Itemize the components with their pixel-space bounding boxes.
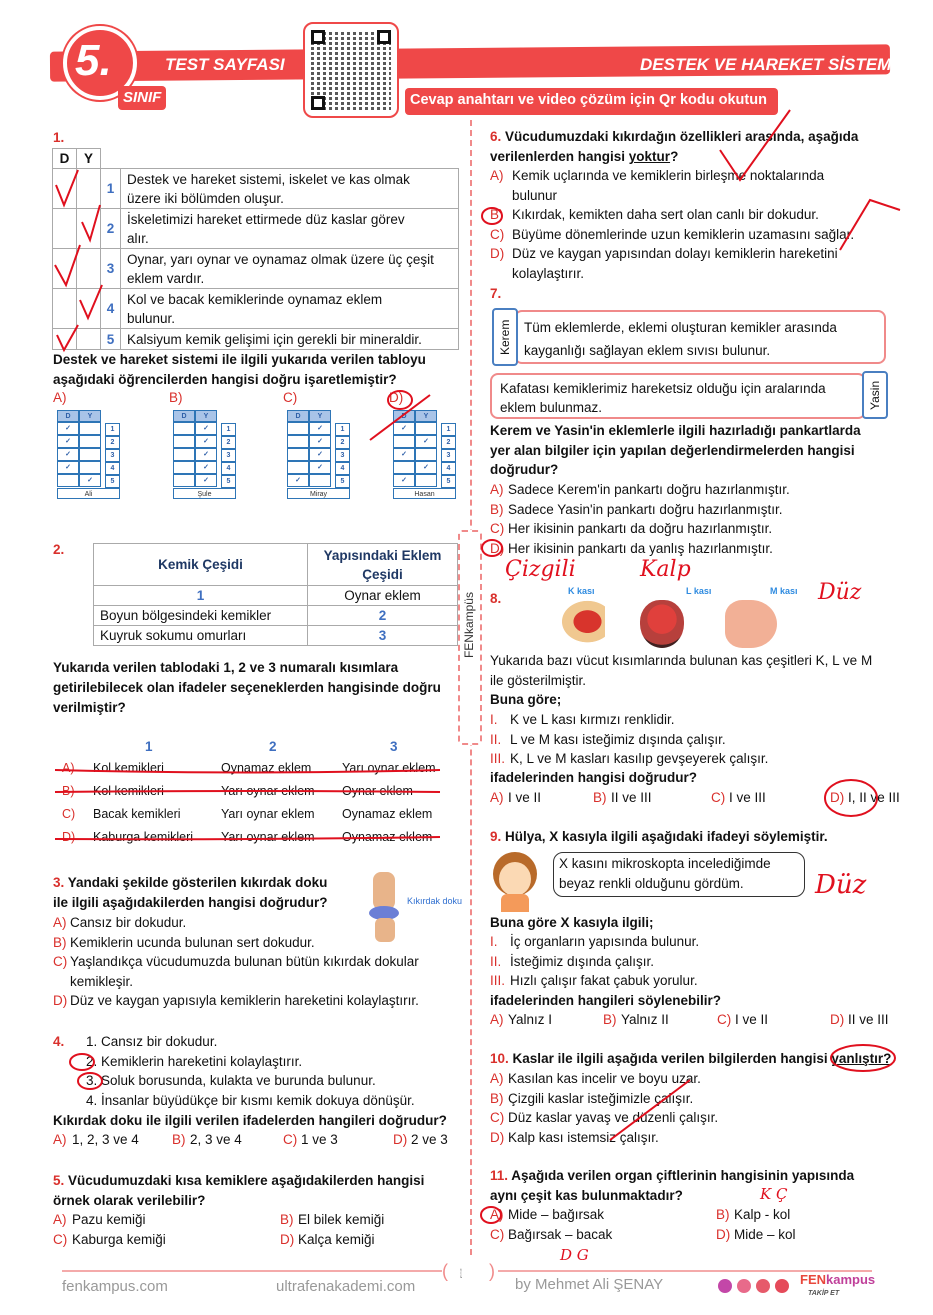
option-cell: Oynamaz eklem — [221, 761, 312, 775]
option-label[interactable]: III. — [490, 751, 506, 766]
grade-number: 5. — [75, 36, 112, 85]
row-number: 3 — [105, 449, 120, 462]
side-label: FENkampüs — [462, 592, 476, 659]
option-text: Düz ve kaygan yapısından dolayı kemiklerin hareketini — [512, 246, 838, 261]
option-label[interactable]: B) — [172, 1132, 186, 1147]
row-number: 2 — [441, 436, 456, 449]
option-text: Her ikisinin pankartı da doğru hazırlanmıştır. — [508, 521, 773, 536]
q6-question: 6. Vücudumuzdaki kıkırdağın özellikleri arasında, aşağıda — [490, 129, 859, 144]
option-text: I ve II — [508, 790, 542, 805]
table-row: 5 Kalsiyum kemik gelişimi için gerekli bir mineraldir. — [53, 329, 459, 350]
statement: 4. İnsanlar büyüdükçe bir kısmı kemik dokuya dönüşür. — [86, 1093, 415, 1108]
handwritten-note: Çizgili — [505, 557, 576, 582]
option-label[interactable]: B) — [53, 934, 67, 950]
option-text: Kalça kemiği — [298, 1232, 375, 1247]
option-text: kemikleşir. — [70, 973, 134, 989]
option-label[interactable]: D) — [280, 1232, 295, 1247]
option-label[interactable]: A) — [490, 482, 504, 497]
option-label[interactable]: I. — [490, 712, 498, 727]
footer-link-ultrafenakademi[interactable]: ultrafenakademi.com — [276, 1278, 416, 1295]
option-label[interactable]: D) — [716, 1227, 731, 1242]
cell-y: ✓ — [195, 461, 217, 474]
col-d: D — [173, 410, 195, 422]
instagram-icon[interactable] — [718, 1279, 732, 1293]
option-label[interactable]: B) — [716, 1207, 730, 1222]
option-cell: Yarı oynar eklem — [221, 784, 315, 798]
option-label[interactable]: D) — [490, 246, 505, 261]
q1-question: Destek ve hareket sistemi ile ilgili yukarıda verilen tabloyu — [53, 352, 426, 367]
option-label[interactable]: B) — [280, 1212, 294, 1227]
row-number: 5 — [441, 475, 456, 488]
option-text: Yalnız I — [508, 1012, 553, 1027]
option-label[interactable]: B) — [593, 790, 607, 805]
footer-link-fenkampus[interactable]: fenkampus.com — [62, 1278, 168, 1295]
option-text: Cansız bir dokudur. — [70, 915, 187, 930]
q8-number: 8. — [490, 591, 502, 606]
option-label[interactable]: A) — [53, 1212, 67, 1227]
statement: 2. Kemiklerin hareketini kolaylaştırır. — [86, 1054, 303, 1069]
option-label[interactable]: C) — [490, 521, 505, 536]
row-number: 4 — [335, 462, 350, 475]
option-text: 2, 3 ve 4 — [190, 1132, 242, 1147]
handwritten-note: D G — [560, 1246, 589, 1264]
option-text: 1, 2, 3 ve 4 — [72, 1132, 139, 1147]
q9-question: 9. Hülya, X kasıyla ilgili aşağıdaki ifadeyi söylemiştir. — [490, 829, 828, 844]
option-cell: Oynar eklem — [342, 784, 413, 798]
cell-y: ✓ — [195, 435, 217, 448]
option-label[interactable]: III. — [490, 973, 506, 988]
option-cell: Oynamaz eklem — [342, 807, 433, 821]
option-label[interactable]: C) — [490, 226, 505, 242]
option-text: Mide – kol — [734, 1227, 796, 1242]
cell-d: ✓ — [57, 422, 79, 435]
facebook-icon[interactable] — [756, 1279, 770, 1293]
option-label[interactable]: A) — [490, 1071, 504, 1086]
option-d[interactable]: D) — [62, 830, 76, 844]
q7-number: 7. — [490, 286, 502, 301]
option-c-label[interactable]: C) — [283, 390, 298, 405]
option-text: kolaylaştırır. — [512, 265, 585, 281]
yasin-label: Yasin — [862, 371, 888, 419]
statement: 1. Cansız bir dokudur. — [86, 1034, 218, 1049]
student-name: Miray — [287, 488, 350, 499]
handwritten-note: K Ç — [760, 1185, 788, 1203]
option-label[interactable]: B) — [490, 1090, 504, 1106]
option-label[interactable]: C) — [283, 1132, 298, 1147]
cell-y: ✓ — [309, 422, 331, 435]
option-text: bulunur — [512, 187, 558, 203]
q2-table: Kemik Çeşidi Yapısındaki Eklem Çeşidi 1 Oynar eklem Boyun bölgesindeki kemikler 2 Kuyruk sokumu omurları 3 — [93, 543, 458, 646]
handwritten-note: Düz — [818, 580, 862, 605]
cell-y: ✓ — [415, 435, 437, 448]
row-number: 4 — [441, 462, 456, 475]
table-row: 3 Oynar, yarı oynar ve oynamaz olmak üzere üç çeşit eklem vardır. — [53, 249, 459, 289]
q8-text: Yukarıda bazı vücut kısımlarında bulunan kas çeşitleri K, L ve M — [490, 653, 873, 668]
option-text: Düz ve kaygan yapısıyla kemiklerin hareketini kolaylaştırır. — [70, 993, 419, 1008]
option-label[interactable]: A) — [53, 1132, 67, 1147]
option-d-label[interactable]: D) — [389, 390, 404, 405]
col-d: D — [287, 410, 309, 422]
option-b-label[interactable]: B) — [169, 390, 183, 405]
option-label[interactable]: A) — [490, 1012, 504, 1027]
muscle-label-l: L kası — [686, 586, 712, 596]
option-text: Kalp kası istemsiz çalışır. — [508, 1129, 659, 1145]
option-label[interactable]: D) — [830, 790, 845, 805]
topic-title: DESTEK VE HAREKET SİSTEMİ — [640, 55, 896, 74]
table-row: 2 İskeletimizi hareket ettirmede düz kaslar görev alır. — [53, 209, 459, 249]
option-label[interactable]: C) — [490, 1227, 505, 1242]
table-row: 4 Kol ve bacak kemiklerinde oynamaz eklem bulunur. — [53, 289, 459, 329]
col-d: D — [57, 410, 79, 422]
muscle-label-m: M kası — [770, 586, 798, 596]
row-number: 2 — [105, 436, 120, 449]
col-header: 1 — [145, 739, 153, 754]
option-label[interactable]: C) — [53, 954, 68, 969]
option-label[interactable]: D) — [490, 1129, 505, 1145]
option-text: Kasılan kas incelir ve boyu uzar. — [508, 1071, 701, 1086]
col-d: D — [393, 410, 415, 422]
option-label[interactable]: D) — [393, 1132, 408, 1147]
kerem-label: Kerem — [492, 308, 518, 366]
row-number: 3 — [441, 449, 456, 462]
cell-y: ✓ — [195, 474, 217, 487]
option-cell: Yarı oynar eklem — [342, 761, 436, 775]
option-cell: Bacak kemikleri — [93, 807, 181, 821]
option-label[interactable]: A) — [490, 168, 504, 183]
option-label[interactable]: C) — [711, 790, 726, 805]
option-a-label[interactable]: A) — [53, 390, 67, 405]
table-row: Kuyruk sokumu omurları 3 — [94, 626, 458, 646]
speech-bubble: X kasını mikroskopta incelediğimde beyaz renkli olduğunu gördüm. — [553, 852, 805, 897]
row-number: 4 — [105, 462, 120, 475]
option-label[interactable]: D) — [830, 1012, 845, 1027]
brand-logo: FENkampus — [800, 1272, 876, 1287]
option-label[interactable]: C) — [717, 1012, 732, 1027]
option-text: Hızlı çalışır fakat çabuk yorulur. — [510, 973, 698, 988]
cell-d: ✓ — [393, 474, 415, 487]
qr-caption: Cevap anahtarı ve video çözüm için Qr kodu okutun — [410, 92, 767, 108]
option-text: II ve III — [611, 790, 652, 805]
option-text: Kaburga kemiği — [72, 1232, 166, 1247]
cell-y: ✓ — [195, 448, 217, 461]
option-text: K ve L kası kırmızı renklidir. — [510, 712, 675, 727]
row-number: 3 — [221, 449, 236, 462]
option-label[interactable]: I. — [490, 934, 498, 949]
col-header: 2 — [269, 739, 277, 754]
option-text: Çizgili kaslar isteğimizle çalışır. — [508, 1090, 694, 1106]
option-text: Yalnız II — [621, 1012, 669, 1027]
option-label[interactable]: B) — [490, 501, 504, 517]
q3-question: 3. Yandaki şekilde gösterilen kıkırdak doku — [53, 875, 328, 890]
image-label: Kıkırdak doku — [407, 896, 463, 906]
kerem-banner: Tüm eklemlerde, eklemi oluşturan kemikler arasında kayganlığı sağlayan eklem sıvısı bulunur. — [514, 310, 886, 364]
row-number: 1 — [221, 423, 236, 436]
handwritten-note: Kalp — [640, 557, 691, 582]
option-cell: Kol kemikleri — [93, 784, 164, 798]
option-cell: Kaburga kemikleri — [93, 830, 194, 844]
row-number: 5 — [105, 475, 120, 488]
cell-d: ✓ — [393, 422, 415, 435]
cell-d: ✓ — [393, 448, 415, 461]
option-text: L ve M kası isteğimiz dışında çalışır. — [510, 731, 726, 747]
option-text: Bağırsak – bacak — [508, 1227, 613, 1242]
check-mark-icon — [57, 325, 78, 350]
student-name: Şule — [173, 488, 236, 499]
q10-question: 10. Kaslar ile ilgili aşağıda verilen bilgilerden hangisi yanlıştır? — [490, 1051, 892, 1066]
option-label[interactable]: C) — [53, 1232, 68, 1247]
col-d: D — [53, 149, 77, 169]
q1-number: 1. — [53, 130, 65, 145]
table-row: 1 Destek ve hareket sistemi, iskelet ve kas olmak üzere iki bölümden oluşur. — [53, 169, 459, 209]
option-label[interactable]: II. — [490, 953, 502, 969]
option-text: I ve II — [735, 1012, 769, 1027]
option-label[interactable]: A) — [490, 790, 504, 805]
q4-question: Kıkırdak doku ile ilgili verilen ifadelerden hangileri doğrudur? — [53, 1113, 447, 1128]
follow-label: TAKİP ET — [808, 1290, 840, 1297]
col-y: Y — [79, 410, 101, 422]
option-text: Her ikisinin pankartı da yanlış hazırlanmıştır. — [508, 540, 773, 556]
row-number: 4 — [221, 462, 236, 475]
col-y: Y — [309, 410, 331, 422]
youtube-icon[interactable] — [775, 1279, 789, 1293]
row-number: 2 — [221, 436, 236, 449]
row-text: Destek ve hareket sistemi, iskelet ve kas olmak — [127, 171, 410, 187]
option-label[interactable]: C) — [490, 1110, 505, 1125]
col-y: Y — [415, 410, 437, 422]
option-text: I ve III — [729, 790, 766, 805]
check-mark-icon — [55, 245, 80, 285]
student-name: Hasan — [393, 488, 456, 499]
handwritten-note: Düz — [815, 870, 867, 900]
col-y: Y — [195, 410, 217, 422]
row-number: 1 — [441, 423, 456, 436]
row-number: 3 — [335, 449, 350, 462]
row-number: 5 — [335, 475, 350, 488]
option-text: El bilek kemiği — [298, 1212, 385, 1227]
q4-number: 4. — [53, 1034, 65, 1049]
option-b[interactable]: B) — [62, 784, 75, 798]
telegram-icon[interactable] — [737, 1279, 751, 1293]
footer-author: by Mehmet Ali ŞENAY — [515, 1276, 664, 1293]
cell-y: ✓ — [195, 422, 217, 435]
option-label[interactable]: A) — [490, 1207, 504, 1222]
option-text: I, II ve III — [848, 790, 900, 805]
option-cell: Oynamaz eklem — [342, 830, 433, 844]
option-text: Mide – bağırsak — [508, 1207, 605, 1222]
cell-y: ✓ — [309, 461, 331, 474]
option-text: Pazu kemiği — [72, 1212, 146, 1227]
option-text: İsteğimiz dışında çalışır. — [510, 953, 655, 969]
option-text: Kalp - kol — [734, 1207, 791, 1222]
option-text: II ve III — [848, 1012, 889, 1027]
option-label[interactable]: B) — [603, 1012, 617, 1027]
option-text: Kemik uçlarında ve kemiklerin birleşme noktalarında — [512, 168, 825, 183]
student-name: Ali — [57, 488, 120, 499]
q2-question: Yukarıda verilen tablodaki 1, 2 ve 3 numaralı kısımlara — [53, 660, 399, 675]
cell-y: ✓ — [309, 435, 331, 448]
option-label[interactable]: II. — [490, 731, 502, 747]
table-row: 1 Oynar eklem — [94, 586, 458, 606]
option-text: Yaşlandıkça vücudumuzda bulunan bütün kıkırdak dokular — [70, 954, 419, 969]
muscle-label-k: K kası — [568, 586, 595, 596]
col-y: Y — [77, 149, 101, 169]
option-text: 1 ve 3 — [301, 1132, 338, 1147]
cell-y: ✓ — [309, 448, 331, 461]
grade-label: SINIF — [123, 89, 162, 106]
option-text: K, L ve M kasları kasılıp gevşeyerek çalışır. — [510, 751, 769, 766]
option-cell: Yarı oynar eklem — [221, 807, 315, 821]
option-label[interactable]: A) — [53, 915, 67, 930]
row-number: 2 — [335, 436, 350, 449]
cell-d: ✓ — [57, 435, 79, 448]
cell-d: ✓ — [287, 474, 309, 487]
row-number: 1 — [105, 423, 120, 436]
option-text: Kıkırdak, kemikten daha sert olan canlı bir dokudur. — [512, 207, 819, 222]
row-number: 5 — [221, 475, 236, 488]
q11-question: 11. Aşağıda verilen organ çiftlerinin hangisinin yapısında — [490, 1168, 855, 1183]
statement: 3. Soluk borusunda, kulakta ve burunda bulunur. — [86, 1073, 376, 1088]
q5-question: 5. Vücudumuzdaki kısa kemiklere aşağıdakilerden hangisi — [53, 1173, 425, 1188]
q7-question: Kerem ve Yasin'in eklemlerle ilgili hazırladığı pankartlarda — [490, 423, 861, 438]
yasin-banner: Kafatası kemiklerimiz hareketsiz olduğu için aralarında eklem bulunmaz. — [490, 373, 866, 419]
col-header: 3 — [390, 739, 398, 754]
row-number: 1 — [335, 423, 350, 436]
page-number: 31 — [460, 1265, 463, 1281]
check-mark-icon — [82, 205, 100, 240]
option-label[interactable]: D) — [490, 540, 505, 556]
option-text: Sadece Yasin'in pankartı doğru hazırlanmıştır. — [508, 501, 783, 517]
option-text: Düz kaslar yavaş ve düzenli çalışır. — [508, 1110, 719, 1125]
option-cell: Kol kemikleri — [93, 761, 164, 775]
q2-number: 2. — [53, 542, 65, 557]
option-text: 2 ve 3 — [411, 1132, 448, 1147]
option-text: İç organların yapısında bulunur. — [510, 934, 700, 949]
option-text: Büyüme dönemlerinde uzun kemiklerin uzamasını sağlar. — [512, 226, 855, 242]
test-label: TEST SAYFASI — [165, 55, 285, 74]
check-mark-icon — [80, 285, 102, 318]
check-mark-icon — [56, 170, 78, 205]
option-text: Kemiklerin ucunda bulunan sert dokudur. — [70, 934, 315, 950]
cell-d: ✓ — [57, 461, 79, 474]
option-a[interactable]: A) — [62, 761, 75, 775]
cell-y: ✓ — [415, 461, 437, 474]
option-label[interactable]: D) — [53, 993, 68, 1008]
option-cell: Yarı oynar eklem — [221, 830, 315, 844]
cell-d: ✓ — [57, 448, 79, 461]
option-c[interactable]: C) — [62, 807, 76, 821]
table-row: Boyun bölgesindeki kemikler 2 — [94, 606, 458, 626]
option-text: Sadece Kerem'in pankartı doğru hazırlanmıştır. — [508, 482, 790, 497]
cell-y: ✓ — [79, 474, 101, 487]
option-label[interactable]: B) — [490, 207, 504, 222]
